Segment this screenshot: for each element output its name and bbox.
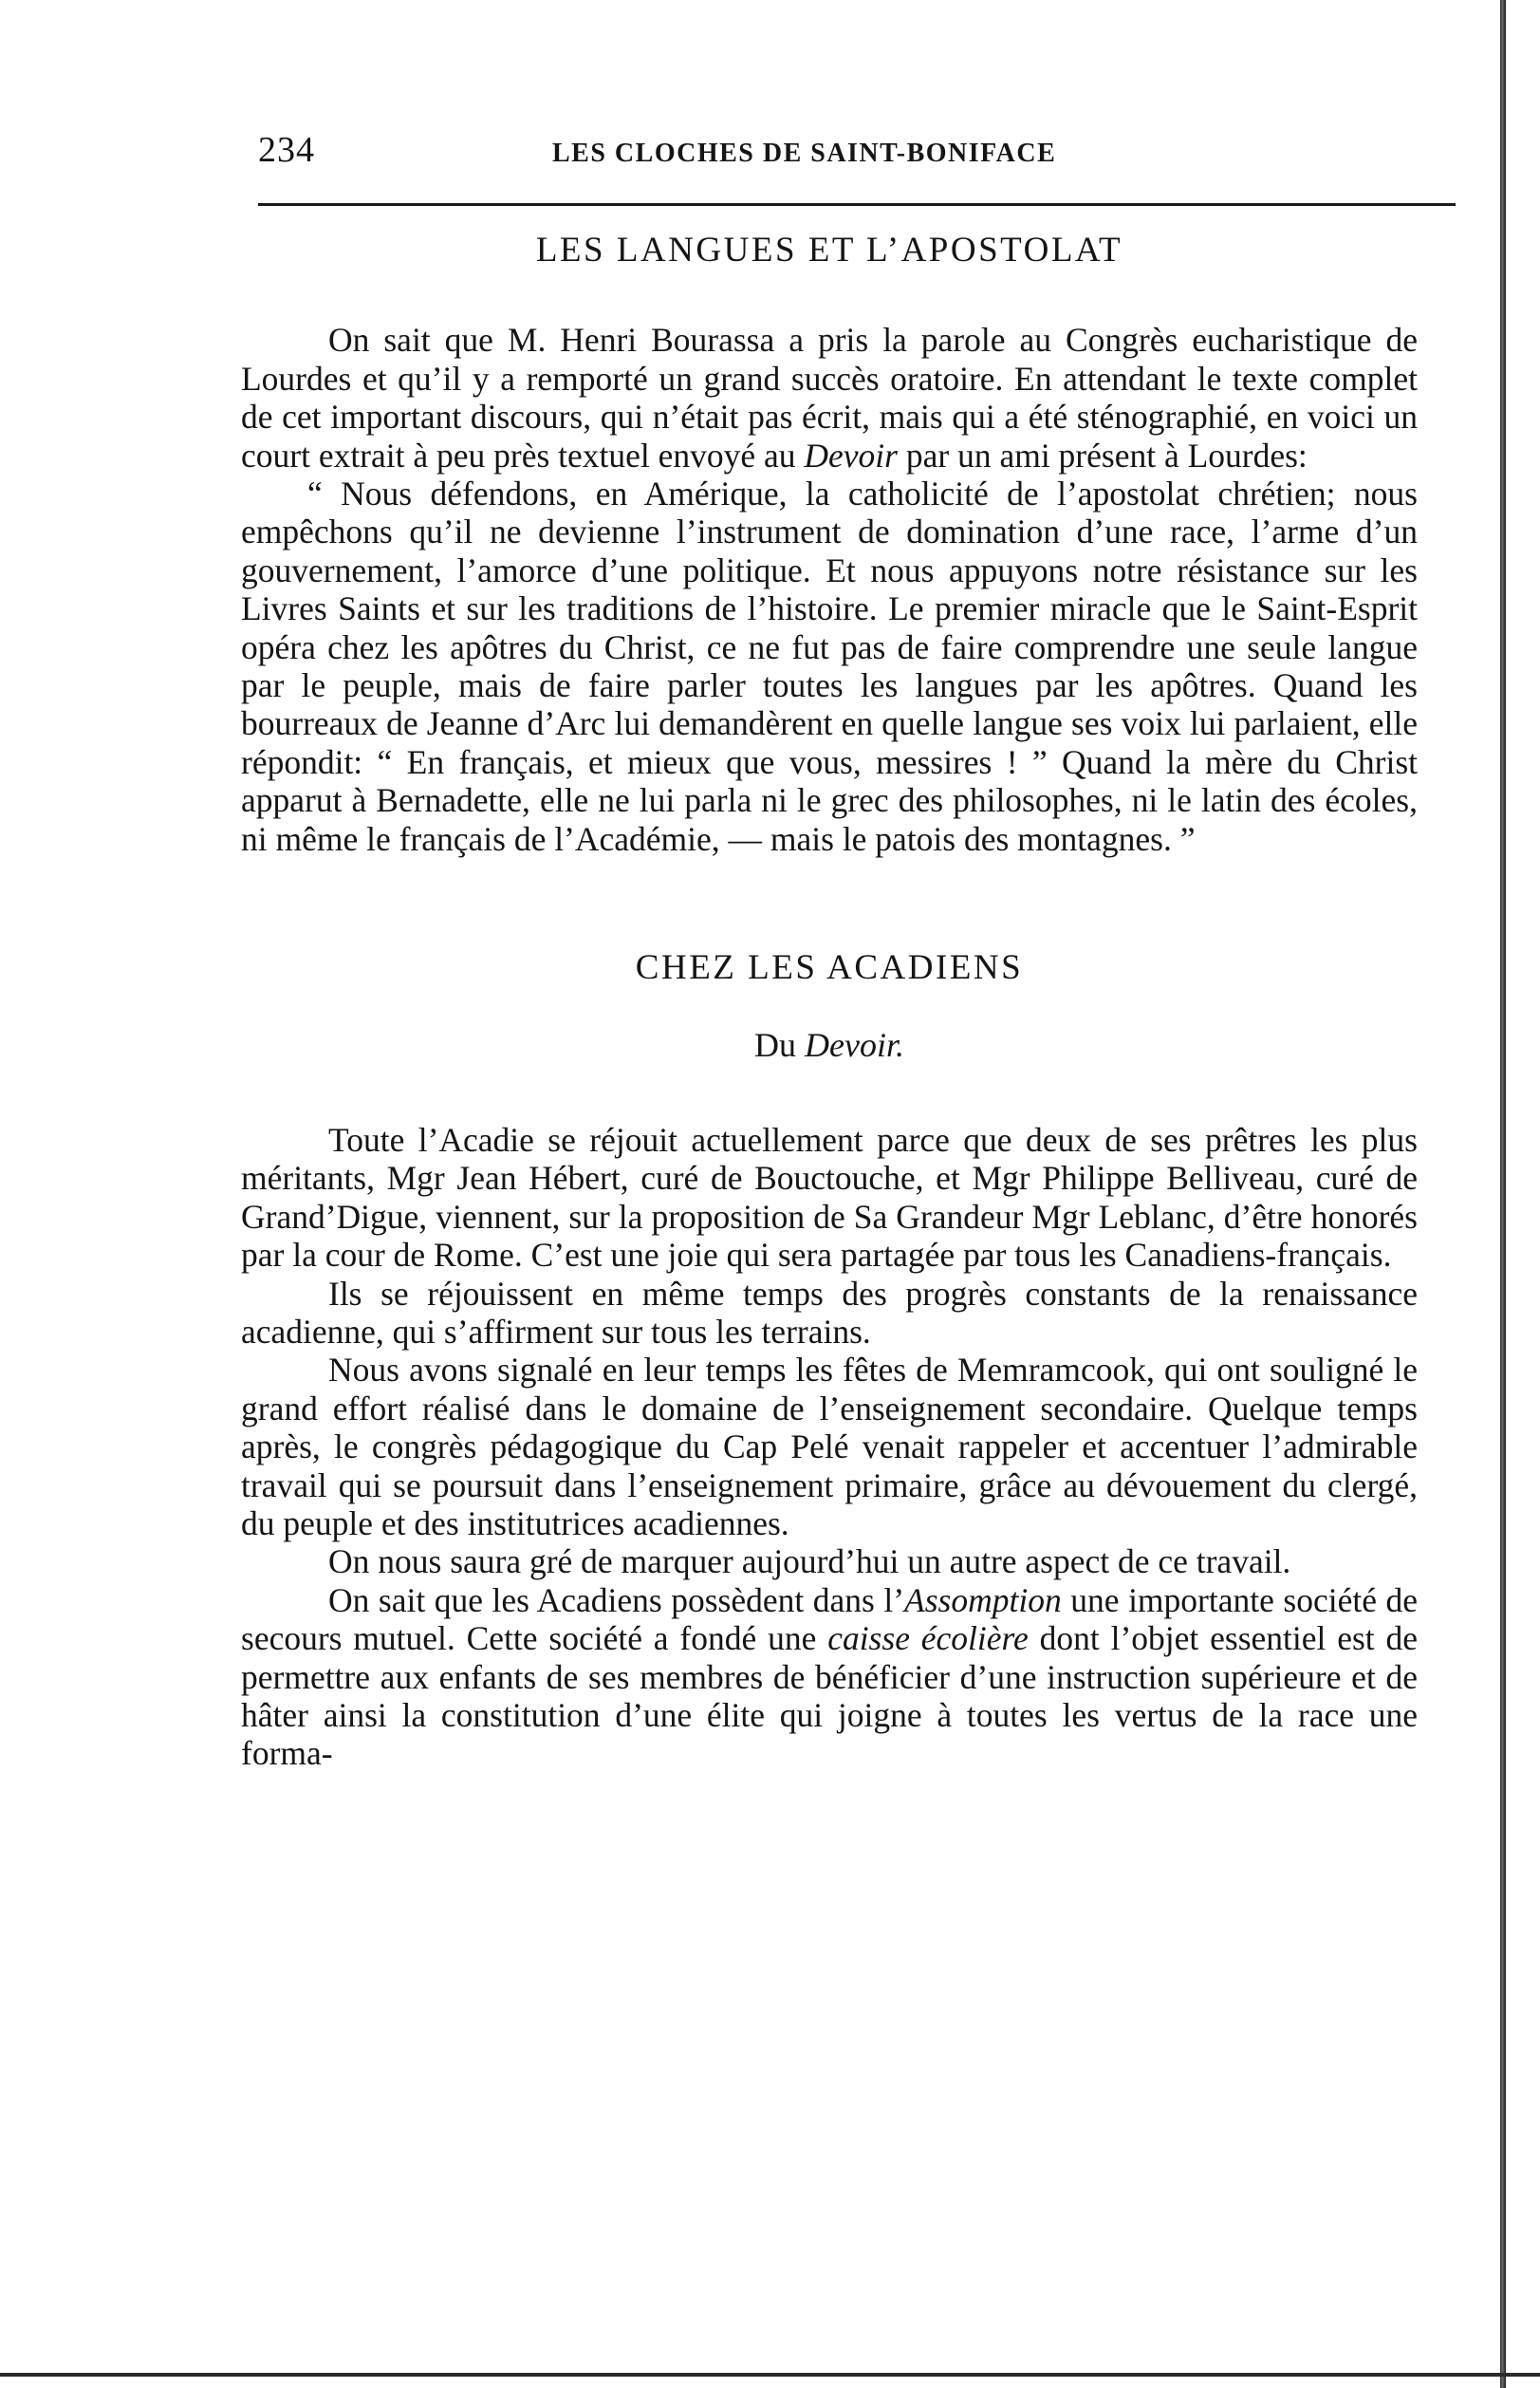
caisse-ecoliere: caisse écolière — [827, 1619, 1029, 1658]
paragraph-assomption-end: dont l’objet essentiel est de permettre aux enfants de ses membres de bénéficier d’une instruction supérieure et de hâter ainsi la constitution d’une élite qui joigne à toutes les vertus de la race une forma- — [241, 1619, 1418, 1773]
running-title: LES CLOCHES DE SAINT-BONIFACE — [552, 139, 1057, 168]
section-title-acadiens: CHEZ LES ACADIENS — [635, 948, 1024, 988]
page-header — [258, 129, 1456, 186]
paragraph-assomption-middle: une importante société de secours mutuel. Cette société a fondé une — [241, 1580, 1418, 1658]
paragraph-assomption — [241, 1581, 1418, 1773]
paragraph-assomption-text: On sait que les Acadiens possèdent dans l’ — [328, 1580, 905, 1619]
paragraph-renaissance: Ils se réjouissent en même temps des progrès constants de la renaissance acadienne, qui s’affirment sur tous les terrains. — [241, 1274, 1418, 1351]
paragraph-aspect: On nous saura gré de marquer aujourd’hui un autre aspect de ce travail. — [328, 1542, 1291, 1581]
paragraph-acadie: Toute l’Acadie se réjouit actuellement parce que deux de ses prêtres les plus méritants, Mgr Jean Hébert, curé de Bouctouche, et Mgr Philippe Belliveau, curé de Grand’Digue, viennent, sur la proposition de Sa Grandeur Mgr Leblanc, d’être honorés par la cour de Rome. C’est une joie qui sera partagée par tous les Canadiens-français. — [241, 1120, 1418, 1275]
paragraph-intro-text: On sait que M. Henri Bourassa a pris la parole au Congrès eucharistique de Lourdes et qu’il y a remporté un grand succès oratoire. En attendant le texte complet de cet important discours, qui n’était pas écrit, mais qui a été sténographié, en voici un court extrait à peu près textuel envoyé au — [241, 321, 1418, 475]
paragraph-intro — [241, 321, 1418, 475]
paragraph-intro-end: par un ami présent à Lourdes: — [898, 436, 1308, 475]
page-edge-bottom — [0, 2373, 1540, 2377]
header-rule — [258, 203, 1456, 206]
devoir-title: Devoir — [804, 436, 898, 475]
paragraph-quote: “ Nous défendons, en Amérique, la catholicité de l’apostolat chrétien; nous empêchons qu’il ne devienne l’instrument de domination d’une race, l’arme d’un gouvernement, l’amorce d’une politique. Et nous appuyons notre résistance sur les Livres Saints et sur les traditions de l’histoire. Le premier miracle que le Saint-Esprit opéra chez les apôtres du Christ, ce ne fut pas de faire comprendre une seule langue par le peuple, mais de faire parler toutes les langues par les apôtres. Quand les bourreaux de Jeanne d’Arc lui demandèrent en quelle langue ses voix lui parlaient, elle répondit: “ En français, et mieux que vous, messires ! ” Quand la mère du Christ apparut à Bernadette, elle ne lui parla ni le grec des philosophes, ni le latin des écoles, ni même le français de l’Académie, — mais le patois des montagnes. ” — [241, 475, 1418, 858]
page-body — [241, 228, 1418, 1773]
assomption-name: Assomption — [904, 1580, 1062, 1619]
paragraph-memramcook: Nous avons signalé en leur temps les fêtes de Memramcook, qui ont souligné le grand effort réalisé dans le domaine de l’enseignement secondaire. Quelque temps après, le congrès pédagogique du Cap Pelé venait rappeler et accentuer l’admirable travail qui se poursuit dans l’enseignement primaire, grâce au dévouement du clergé, du peuple et des institutrices acadiennes. — [241, 1351, 1418, 1542]
byline-prefix: Du — [754, 1025, 805, 1064]
byline-source: Devoir. — [805, 1025, 904, 1064]
byline — [241, 1026, 1418, 1064]
section-title-langues: LES LANGUES ET L’APOSTOLAT — [535, 231, 1123, 270]
page-number: 234 — [258, 130, 315, 170]
page-edge-right — [1500, 0, 1506, 2388]
